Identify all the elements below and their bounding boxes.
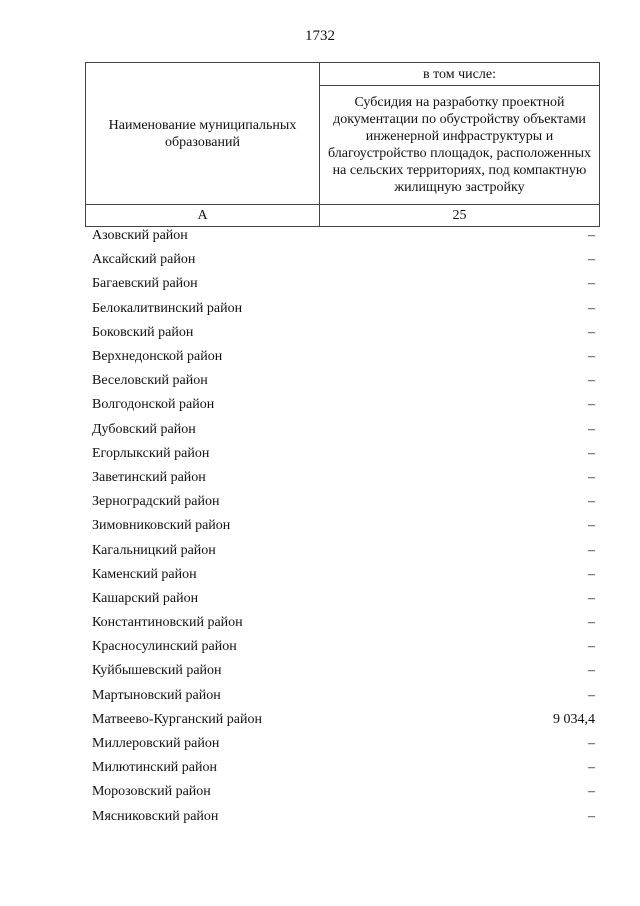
municipality-name: Кашарский район <box>92 590 199 606</box>
subsidy-value: – <box>588 228 595 244</box>
municipality-name: Волгодонской район <box>92 397 215 413</box>
table-body <box>85 224 600 829</box>
table-row <box>85 514 600 538</box>
municipality-name: Константиновский район <box>92 615 243 631</box>
table-row <box>85 805 600 829</box>
page-number: 1732 <box>305 28 335 44</box>
table-row <box>85 538 600 562</box>
municipality-name: Заветинский район <box>92 469 206 485</box>
table-row <box>85 659 600 683</box>
table-row <box>85 272 600 296</box>
subsidy-value: – <box>588 615 595 631</box>
municipality-name: Дубовский район <box>92 421 196 437</box>
table-row <box>85 393 600 417</box>
municipality-name: Азовский район <box>92 228 188 244</box>
municipality-name: Красносулинский район <box>92 639 237 655</box>
subsidy-value: – <box>588 518 595 534</box>
municipality-name: Аксайский район <box>92 252 196 268</box>
municipality-name: Матвеево-Курганский район <box>92 711 262 727</box>
table-row <box>85 611 600 635</box>
municipality-name: Морозовский район <box>92 784 211 800</box>
subsidy-value: – <box>588 566 595 582</box>
subsidy-value: – <box>588 736 595 752</box>
municipality-name: Куйбышевский район <box>92 663 222 679</box>
subsidy-value: – <box>588 639 595 655</box>
municipality-name: Егорлыкский район <box>92 445 210 461</box>
subsidy-value: – <box>588 324 595 340</box>
subsidy-value: – <box>588 784 595 800</box>
table-header <box>85 62 600 227</box>
table-row <box>85 490 600 514</box>
table-row <box>85 732 600 756</box>
table-row <box>85 369 600 393</box>
subsidy-value: – <box>588 445 595 461</box>
subsidy-value: – <box>588 590 595 606</box>
column-header-municipality: Наименование муниципальных образований <box>86 63 320 205</box>
subsidy-value: – <box>588 542 595 558</box>
table-row <box>85 756 600 780</box>
table-row <box>85 635 600 659</box>
column-code-a: А <box>86 205 320 227</box>
municipality-name: Зерноградский район <box>92 494 220 510</box>
column-group-including: в том числе: <box>320 63 600 86</box>
municipality-name: Веселовский район <box>92 373 208 389</box>
subsidy-value: 9 034,4 <box>553 711 595 727</box>
subsidy-value: – <box>588 300 595 316</box>
subsidy-value: – <box>588 349 595 365</box>
column-header-subsidy: Субсидия на разработку проектной документации по обустройству объектами инженерной инфраструктуры и благоустройство площадок, расположенных на сельских территориях, под компактную жилищную застройку <box>320 86 600 205</box>
table-row <box>85 345 600 369</box>
table-row <box>85 708 600 732</box>
table-row <box>85 563 600 587</box>
municipality-name: Кагальницкий район <box>92 542 216 558</box>
subsidy-value: – <box>588 808 595 824</box>
table-row <box>85 780 600 804</box>
subsidy-value: – <box>588 687 595 703</box>
municipality-name: Багаевский район <box>92 276 198 292</box>
municipality-name: Белокалитвинский район <box>92 300 243 316</box>
table-row <box>85 248 600 272</box>
municipality-name: Милютинский район <box>92 760 218 776</box>
table-row <box>85 418 600 442</box>
column-code-25: 25 <box>320 205 600 227</box>
municipality-name: Боковский район <box>92 324 194 340</box>
municipality-name: Верхнедонской район <box>92 349 223 365</box>
municipality-name: Мартыновский район <box>92 687 221 703</box>
subsidy-value: – <box>588 469 595 485</box>
municipality-name: Миллеровский район <box>92 736 220 752</box>
table-row <box>85 297 600 321</box>
subsidy-value: – <box>588 663 595 679</box>
municipality-name: Мясниковский район <box>92 808 219 824</box>
table-row <box>85 224 600 248</box>
subsidy-value: – <box>588 252 595 268</box>
municipality-name: Зимовниковский район <box>92 518 231 534</box>
municipality-name: Каменский район <box>92 566 197 582</box>
subsidy-value: – <box>588 494 595 510</box>
subsidy-value: – <box>588 397 595 413</box>
subsidy-value: – <box>588 421 595 437</box>
table-row <box>85 684 600 708</box>
subsidy-value: – <box>588 760 595 776</box>
table-row <box>85 321 600 345</box>
subsidy-value: – <box>588 373 595 389</box>
table-row <box>85 466 600 490</box>
subsidy-value: – <box>588 276 595 292</box>
table-row <box>85 442 600 466</box>
table-row <box>85 587 600 611</box>
